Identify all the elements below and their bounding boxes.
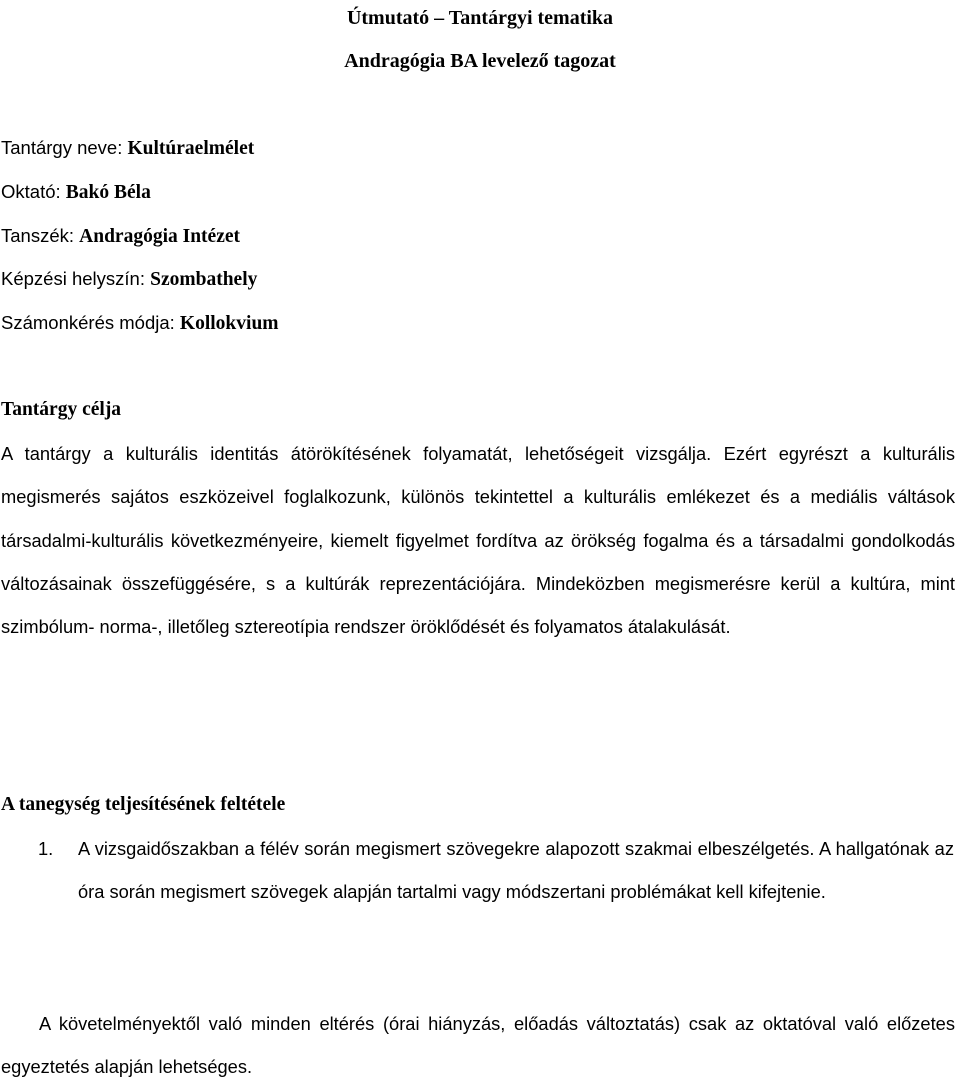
requirement-item-text: A vizsgaidőszakban a félév során megismert szövegekre alapozott szakmai elbeszélgetés. A hallgatónak az óra során megismert szövegek alapján tartalmi vagy módszertani problémákat kell kifejtenie. (78, 838, 954, 903)
requirements-note: A követelményektől való minden eltérés (órai hiányzás, előadás változtatás) csak az oktatóval való előzetes egyeztetés alapján lehetséges. (1, 1013, 955, 1078)
info-exam-value: Kollokvium (179, 313, 279, 334)
info-department-value: Andragógia Intézet (79, 226, 241, 247)
requirement-item-number: 1. (38, 838, 54, 859)
info-subject-value: Kultúraelmélet (127, 138, 255, 159)
info-exam (1, 311, 279, 336)
info-location-value: Szombathely (150, 269, 258, 290)
requirements-heading: A tanegység teljesítésének feltétele (1, 794, 286, 815)
info-teacher (1, 180, 151, 205)
document-subtitle: Andragógia BA levelező tagozat (344, 50, 616, 72)
info-location (1, 267, 257, 292)
info-department-label: Tanszék: (1, 225, 80, 246)
goal-paragraph: A tantárgy a kulturális identitás átörökítésének folyamatát, lehetőségeit vizsgálja. Ezért egyrészt a kulturális megismerés sajátos eszközeivel foglalkozunk, különös tekintettel a kulturális emlékezet és a mediális váltások társadalmi-kulturális következményeire, kiemelt figyelmet fordítva az örökség fogalma és a társadalmi gondolkodás változásainak összefüggésére, s a kultúrák reprezentációjára. Mindeközben megismerésre kerül a kultúra, mint szimbólum- norma-, illetőleg sztereotípia rendszer öröklődését és folyamatos átalakulását. (1, 443, 955, 638)
info-location-label: Képzési helyszín: (1, 268, 151, 289)
info-department (1, 224, 240, 249)
info-subject (1, 136, 254, 161)
goal-heading: Tantárgy célja (1, 399, 122, 420)
info-subject-label: Tantárgy neve: (1, 137, 128, 158)
info-teacher-label: Oktató: (1, 181, 66, 202)
info-exam-label: Számonkérés módja: (1, 312, 180, 333)
info-teacher-value: Bakó Béla (65, 182, 151, 203)
document-title: Útmutató – Tantárgyi tematika (346, 7, 614, 29)
